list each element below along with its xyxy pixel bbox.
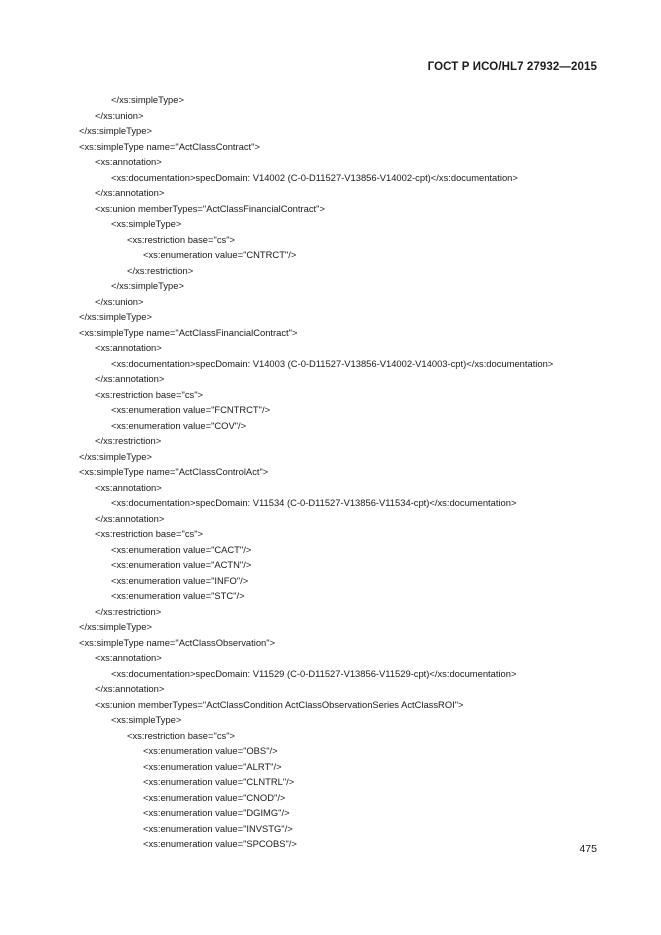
code-line: <xs:restriction base="cs"> bbox=[95, 528, 204, 539]
code-line: <xs:restriction base="cs"> bbox=[95, 388, 204, 400]
code-line: </xs:annotation> bbox=[95, 512, 165, 524]
code-line: </xs:annotation> bbox=[95, 373, 165, 384]
code-line: <xs:simpleType name="ActClassContract"> bbox=[79, 140, 260, 152]
code-line: <xs:documentation>specDomain: V11534 (C-0-D11527-V13856-V11534-cpt)</xs:documentation> bbox=[111, 497, 517, 508]
code-line: <xs:union memberTypes="ActClassCondition ActClassObservationSeries ActClassROI"> bbox=[95, 698, 464, 710]
code-line: <xs:union memberTypes="ActClassFinancialContract"> bbox=[95, 202, 325, 214]
code-line: <xs:annotation> bbox=[95, 652, 162, 663]
code-line: </xs:simpleType> bbox=[79, 450, 152, 462]
code-line: </xs:simpleType> bbox=[111, 280, 184, 291]
code-line: <xs:enumeration value="ALRT"/> bbox=[143, 760, 282, 772]
code-line: <xs:enumeration value="CLNTRL"/> bbox=[143, 776, 295, 787]
code-line: <xs:enumeration value="DGIMG"/> bbox=[143, 807, 290, 818]
code-line: <xs:annotation> bbox=[95, 342, 162, 353]
code-line: <xs:simpleType> bbox=[111, 714, 182, 725]
code-line: <xs:enumeration value="CNOD"/> bbox=[143, 791, 286, 803]
code-line: <xs:simpleType> bbox=[111, 218, 182, 229]
code-line: <xs:documentation>specDomain: V11529 (C-0-D11527-V13856-V11529-cpt)</xs:documentation> bbox=[111, 667, 517, 679]
code-line: </xs:annotation> bbox=[95, 683, 165, 694]
code-line: <xs:enumeration value="OBS"/> bbox=[143, 745, 278, 756]
code-line: </xs:simpleType> bbox=[79, 621, 152, 632]
code-line: <xs:enumeration value="INFO"/> bbox=[111, 574, 249, 586]
code-line: <xs:enumeration value="SPCOBS"/> bbox=[143, 838, 297, 849]
code-line: <xs:documentation>specDomain: V14003 (C-0-D11527-V13856-V14002-V14003-cpt)</xs:documentation> bbox=[111, 357, 554, 369]
code-line: <xs:enumeration value="FCNTRCT"/> bbox=[111, 404, 271, 415]
document-header: ГОСТ Р ИСО/HL7 27932—2015 bbox=[427, 61, 597, 73]
code-line: <xs:restriction base="cs"> bbox=[127, 233, 236, 245]
code-line: <xs:simpleType name="ActClassFinancialContract"> bbox=[79, 326, 298, 338]
code-line: </xs:simpleType> bbox=[111, 94, 184, 105]
code-line: <xs:annotation> bbox=[95, 481, 162, 493]
code-line: <xs:simpleType name="ActClassObservation"> bbox=[79, 636, 276, 648]
code-line: <xs:documentation>specDomain: V14002 (C-0-D11527-V13856-V14002-cpt)</xs:documentation> bbox=[111, 171, 518, 183]
code-line: <xs:enumeration value="CACT"/> bbox=[111, 543, 252, 555]
code-line: <xs:restriction base="cs"> bbox=[127, 729, 236, 741]
code-line: <xs:enumeration value="COV"/> bbox=[111, 419, 247, 431]
code-line: </xs:restriction> bbox=[95, 435, 162, 446]
code-line: </xs:restriction> bbox=[95, 605, 162, 617]
code-line: <xs:annotation> bbox=[95, 156, 162, 167]
code-line: <xs:enumeration value="ACTN"/> bbox=[111, 559, 252, 570]
code-line: <xs:simpleType name="ActClassControlAct"> bbox=[79, 466, 269, 477]
code-line: </xs:union> bbox=[95, 295, 144, 307]
code-line: </xs:restriction> bbox=[127, 264, 194, 276]
code-line: </xs:simpleType> bbox=[79, 125, 152, 136]
code-line: </xs:simpleType> bbox=[79, 311, 152, 322]
code-line: <xs:enumeration value="STC"/> bbox=[111, 590, 245, 601]
code-line: </xs:union> bbox=[95, 109, 144, 121]
code-line: </xs:annotation> bbox=[95, 187, 165, 198]
code-line: <xs:enumeration value="CNTRCT"/> bbox=[143, 249, 297, 260]
code-line: <xs:enumeration value="INVSTG"/> bbox=[143, 822, 293, 834]
page-number: 475 bbox=[579, 843, 597, 855]
